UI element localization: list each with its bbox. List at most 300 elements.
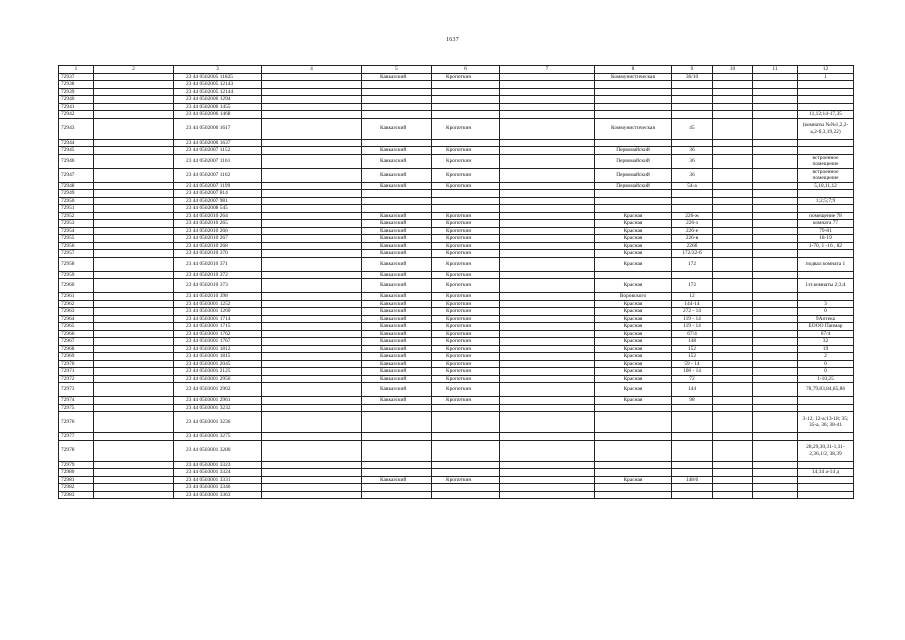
table-cell-col-2 xyxy=(94,279,174,293)
column-header-9: 9 xyxy=(672,66,713,74)
table-cell-col-10 xyxy=(713,433,753,441)
column-header-5: 5 xyxy=(362,66,432,74)
table-cell-col-7 xyxy=(500,345,595,353)
table-cell-col-6 xyxy=(432,433,500,441)
table-cell-col-4 xyxy=(262,315,362,323)
table-cell-col-10 xyxy=(713,168,753,182)
table-cell-col-4 xyxy=(262,220,362,228)
table-cell-col-2 xyxy=(94,433,174,441)
table-cell-col-2 xyxy=(94,257,174,271)
table-cell-col-12: подвал комната 1 xyxy=(798,257,854,271)
table-cell-col-9: 98 xyxy=(672,397,713,405)
table-cell-col-6: Кропоткин xyxy=(432,397,500,405)
table-cell-col-9: 226-в xyxy=(672,235,713,243)
table-cell-col-2 xyxy=(94,73,174,81)
table-cell-col-3: 23 44 0503001 3346 xyxy=(174,484,262,492)
table-cell-col-6 xyxy=(432,440,500,461)
table-row xyxy=(59,73,854,81)
table-row xyxy=(59,353,854,361)
table-cell-col-5: Кавказский xyxy=(362,330,432,338)
table-row xyxy=(59,412,854,433)
table-cell-col-2 xyxy=(94,271,174,279)
table-row xyxy=(59,197,854,205)
table-cell-col-11 xyxy=(753,103,798,111)
table-cell-col-10 xyxy=(713,491,753,499)
table-cell-col-6 xyxy=(432,111,500,119)
table-cell-col-2 xyxy=(94,404,174,412)
table-cell-col-11 xyxy=(753,383,798,397)
table-cell-col-2 xyxy=(94,491,174,499)
table-cell-col-10 xyxy=(713,469,753,477)
table-cell-col-9 xyxy=(672,190,713,198)
table-row xyxy=(59,81,854,89)
table-cell-col-2 xyxy=(94,111,174,119)
table-cell-col-1: 72956 xyxy=(59,242,94,250)
table-cell-col-2 xyxy=(94,315,174,323)
table-cell-col-9: 36 xyxy=(672,147,713,155)
table-cell-col-2 xyxy=(94,293,174,301)
column-header-12: 12 xyxy=(798,66,854,74)
table-cell-col-5 xyxy=(362,491,432,499)
table-cell-col-1: 72943 xyxy=(59,118,94,139)
table-cell-col-9: 72 xyxy=(672,375,713,383)
table-cell-col-9 xyxy=(672,103,713,111)
table-row xyxy=(59,345,854,353)
table-cell-col-1: 72982 xyxy=(59,484,94,492)
table-cell-col-4 xyxy=(262,212,362,220)
table-cell-col-11 xyxy=(753,182,798,190)
table-cell-col-4 xyxy=(262,103,362,111)
table-cell-col-1: 72959 xyxy=(59,271,94,279)
table-cell-col-9: 148/6 xyxy=(672,476,713,484)
table-cell-col-12: 28,29,30,31-1,31-2,36,1/2, 38,39 xyxy=(798,440,854,461)
table-cell-col-7 xyxy=(500,315,595,323)
table-cell-col-12: (комнаты №№1,2,2-а,2-б,3,19,22) xyxy=(798,118,854,139)
table-cell-col-9: 152 xyxy=(672,353,713,361)
table-cell-col-11 xyxy=(753,360,798,368)
column-header-11: 11 xyxy=(753,66,798,74)
table-cell-col-1: 72972 xyxy=(59,375,94,383)
table-cell-col-8: Красная xyxy=(595,345,672,353)
table-cell-col-2 xyxy=(94,345,174,353)
table-cell-col-10 xyxy=(713,111,753,119)
table-cell-col-9 xyxy=(672,469,713,477)
table-cell-col-9 xyxy=(672,440,713,461)
table-cell-col-11 xyxy=(753,440,798,461)
table-cell-col-9 xyxy=(672,81,713,89)
table-cell-col-4 xyxy=(262,111,362,119)
table-cell-col-4 xyxy=(262,397,362,405)
table-row xyxy=(59,212,854,220)
table-cell-col-5 xyxy=(362,469,432,477)
table-cell-col-9: 144 xyxy=(672,383,713,397)
table-cell-col-4 xyxy=(262,491,362,499)
table-cell-col-5: Кавказский xyxy=(362,235,432,243)
table-cell-col-5 xyxy=(362,484,432,492)
table-cell-col-10 xyxy=(713,404,753,412)
table-row xyxy=(59,440,854,461)
table-cell-col-9: 172 xyxy=(672,279,713,293)
table-cell-col-1: 72968 xyxy=(59,345,94,353)
table-cell-col-4 xyxy=(262,338,362,346)
table-cell-col-4 xyxy=(262,118,362,139)
table-cell-col-7 xyxy=(500,440,595,461)
table-cell-col-5: Кавказский xyxy=(362,323,432,331)
table-cell-col-4 xyxy=(262,279,362,293)
table-cell-col-6 xyxy=(432,412,500,433)
table-cell-col-6: Кропоткин xyxy=(432,118,500,139)
registry-table xyxy=(58,65,854,499)
table-cell-col-3: 23 44 0502007 1199 xyxy=(174,182,262,190)
table-cell-col-10 xyxy=(713,323,753,331)
table-cell-col-2 xyxy=(94,375,174,383)
table-row xyxy=(59,257,854,271)
table-cell-col-7 xyxy=(500,397,595,405)
table-cell-col-6: Кропоткин xyxy=(432,315,500,323)
table-cell-col-2 xyxy=(94,81,174,89)
table-cell-col-12: 19 xyxy=(798,345,854,353)
table-cell-col-7 xyxy=(500,197,595,205)
table-cell-col-3: 23 44 0502007 981 xyxy=(174,197,262,205)
table-cell-col-11 xyxy=(753,404,798,412)
table-cell-col-3: 23 44 0502006 1294 xyxy=(174,96,262,104)
table-cell-col-3: 23 44 0502010 268 xyxy=(174,242,262,250)
table-cell-col-11 xyxy=(753,73,798,81)
table-cell-col-6: Кропоткин xyxy=(432,279,500,293)
table-cell-col-5: Кавказский xyxy=(362,168,432,182)
table-cell-col-3: 23 44 0503001 3275 xyxy=(174,433,262,441)
table-cell-col-11 xyxy=(753,484,798,492)
table-cell-col-8: Красная xyxy=(595,279,672,293)
table-cell-col-8: Красная xyxy=(595,300,672,308)
table-cell-col-5 xyxy=(362,205,432,213)
table-cell-col-5: Кавказский xyxy=(362,147,432,155)
table-cell-col-9 xyxy=(672,412,713,433)
table-cell-col-4 xyxy=(262,81,362,89)
table-row xyxy=(59,484,854,492)
table-cell-col-1: 72937 xyxy=(59,73,94,81)
table-cell-col-11 xyxy=(753,308,798,316)
table-cell-col-12 xyxy=(798,433,854,441)
table-cell-col-1: 72948 xyxy=(59,182,94,190)
table-cell-col-10 xyxy=(713,139,753,147)
table-row xyxy=(59,182,854,190)
table-cell-col-11 xyxy=(753,345,798,353)
column-header-8: 8 xyxy=(595,66,672,74)
table-cell-col-6: Кропоткин xyxy=(432,383,500,397)
table-cell-col-8: Красная xyxy=(595,257,672,271)
table-cell-col-2 xyxy=(94,338,174,346)
table-cell-col-1: 72939 xyxy=(59,88,94,96)
table-cell-col-12: ЕООО Панмар xyxy=(798,323,854,331)
table-cell-col-4 xyxy=(262,412,362,433)
table-cell-col-6 xyxy=(432,491,500,499)
table-cell-col-7 xyxy=(500,168,595,182)
table-cell-col-4 xyxy=(262,323,362,331)
table-cell-col-10 xyxy=(713,147,753,155)
table-cell-col-10 xyxy=(713,118,753,139)
table-cell-col-7 xyxy=(500,118,595,139)
table-cell-col-5: Кавказский xyxy=(362,182,432,190)
table-cell-col-8: Красная xyxy=(595,235,672,243)
table-cell-col-1: 72945 xyxy=(59,147,94,155)
table-cell-col-11 xyxy=(753,300,798,308)
table-cell-col-9: 226-е xyxy=(672,227,713,235)
table-cell-col-2 xyxy=(94,353,174,361)
table-cell-col-3: 23 44 0503001 2956 xyxy=(174,375,262,383)
table-cell-col-7 xyxy=(500,190,595,198)
table-cell-col-1: 72955 xyxy=(59,235,94,243)
table-cell-col-4 xyxy=(262,345,362,353)
table-cell-col-3: 23 44 0502010 265 xyxy=(174,220,262,228)
table-cell-col-5 xyxy=(362,412,432,433)
table-cell-col-5 xyxy=(362,197,432,205)
table-cell-col-10 xyxy=(713,279,753,293)
table-cell-col-2 xyxy=(94,168,174,182)
table-cell-col-1: 72946 xyxy=(59,154,94,168)
table-cell-col-5: Кавказский xyxy=(362,353,432,361)
table-cell-col-6: Кропоткин xyxy=(432,227,500,235)
table-cell-col-12 xyxy=(798,404,854,412)
table-cell-col-2 xyxy=(94,154,174,168)
table-cell-col-4 xyxy=(262,182,362,190)
table-cell-col-2 xyxy=(94,360,174,368)
table-cell-col-6: Кропоткин xyxy=(432,168,500,182)
table-cell-col-7 xyxy=(500,182,595,190)
table-cell-col-12 xyxy=(798,81,854,89)
table-cell-col-5: Кавказский xyxy=(362,257,432,271)
table-cell-col-1: 72954 xyxy=(59,227,94,235)
table-cell-col-12: встроенное помещение xyxy=(798,154,854,168)
table-cell-col-6 xyxy=(432,205,500,213)
table-cell-col-7 xyxy=(500,111,595,119)
table-cell-col-6: Кропоткин xyxy=(432,323,500,331)
table-cell-col-7 xyxy=(500,433,595,441)
table-cell-col-3: 23 44 0502008 545 xyxy=(174,205,262,213)
table-cell-col-9: 226-ж xyxy=(672,212,713,220)
table-cell-col-5 xyxy=(362,404,432,412)
table-cell-col-8 xyxy=(595,491,672,499)
table-cell-col-4 xyxy=(262,353,362,361)
table-cell-col-1: 72969 xyxy=(59,353,94,361)
table-cell-col-5: Кавказский xyxy=(362,476,432,484)
table-cell-col-3: 23 44 0502010 370 xyxy=(174,250,262,258)
table-cell-col-6 xyxy=(432,469,500,477)
table-cell-col-9: 45 xyxy=(672,118,713,139)
table-cell-col-1: 72938 xyxy=(59,81,94,89)
table-cell-col-4 xyxy=(262,404,362,412)
table-cell-col-11 xyxy=(753,227,798,235)
table-cell-col-3: 23 44 0502010 398 xyxy=(174,293,262,301)
table-cell-col-5: Кавказский xyxy=(362,397,432,405)
table-cell-col-6: Кропоткин xyxy=(432,330,500,338)
table-cell-col-11 xyxy=(753,168,798,182)
table-cell-col-7 xyxy=(500,279,595,293)
table-cell-col-12 xyxy=(798,139,854,147)
table-cell-col-4 xyxy=(262,73,362,81)
table-row xyxy=(59,205,854,213)
table-cell-col-4 xyxy=(262,271,362,279)
table-cell-col-1: 72957 xyxy=(59,250,94,258)
table-cell-col-6 xyxy=(432,404,500,412)
table-cell-col-3: 23 44 0503001 1815 xyxy=(174,353,262,361)
table-cell-col-3: 23 44 0503001 3323 xyxy=(174,461,262,469)
table-cell-col-7 xyxy=(500,338,595,346)
table-row xyxy=(59,147,854,155)
table-cell-col-3: 23 44 0503001 2125 xyxy=(174,368,262,376)
table-cell-col-10 xyxy=(713,220,753,228)
table-cell-col-11 xyxy=(753,154,798,168)
table-row xyxy=(59,308,854,316)
table-cell-col-5 xyxy=(362,96,432,104)
table-cell-col-4 xyxy=(262,242,362,250)
table-cell-col-8: Красная xyxy=(595,242,672,250)
table-cell-col-2 xyxy=(94,182,174,190)
table-cell-col-1: 72963 xyxy=(59,308,94,316)
table-cell-col-2 xyxy=(94,235,174,243)
table-cell-col-8: Первомайский xyxy=(595,182,672,190)
table-cell-col-3: 23 44 0502010 371 xyxy=(174,257,262,271)
table-cell-col-10 xyxy=(713,242,753,250)
table-cell-col-8 xyxy=(595,88,672,96)
table-cell-col-8: Коммунистическая xyxy=(595,73,672,81)
table-row xyxy=(59,375,854,383)
table-cell-col-9 xyxy=(672,88,713,96)
table-cell-col-6 xyxy=(432,197,500,205)
table-cell-col-9: 148 xyxy=(672,338,713,346)
table-cell-col-7 xyxy=(500,300,595,308)
table-cell-col-12 xyxy=(798,96,854,104)
table-cell-col-10 xyxy=(713,360,753,368)
table-cell-col-6: Кропоткин xyxy=(432,220,500,228)
table-cell-col-8: Первомайский xyxy=(595,168,672,182)
table-cell-col-11 xyxy=(753,147,798,155)
table-cell-col-10 xyxy=(713,212,753,220)
table-cell-col-8 xyxy=(595,96,672,104)
table-cell-col-5: Кавказский xyxy=(362,154,432,168)
table-cell-col-3: 23 44 0502005 11825 xyxy=(174,73,262,81)
table-cell-col-10 xyxy=(713,440,753,461)
table-cell-col-4 xyxy=(262,484,362,492)
table-cell-col-11 xyxy=(753,476,798,484)
table-cell-col-2 xyxy=(94,197,174,205)
table-cell-col-12: 1эт.комнаты 2;3;4 xyxy=(798,279,854,293)
table-cell-col-4 xyxy=(262,250,362,258)
table-cell-col-3: 23 44 0502010 373 xyxy=(174,279,262,293)
table-cell-col-11 xyxy=(753,330,798,338)
table-cell-col-8: Воровского xyxy=(595,293,672,301)
table-cell-col-4 xyxy=(262,300,362,308)
table-cell-col-10 xyxy=(713,227,753,235)
table-cell-col-8: Красная xyxy=(595,330,672,338)
table-cell-col-7 xyxy=(500,383,595,397)
table-cell-col-1: 72941 xyxy=(59,103,94,111)
table-cell-col-9 xyxy=(672,205,713,213)
table-cell-col-8 xyxy=(595,440,672,461)
table-cell-col-8 xyxy=(595,404,672,412)
table-cell-col-11 xyxy=(753,412,798,433)
table-row xyxy=(59,300,854,308)
table-cell-col-1: 72976 xyxy=(59,412,94,433)
table-cell-col-11 xyxy=(753,242,798,250)
table-cell-col-9: 67/4 xyxy=(672,330,713,338)
table-cell-col-12 xyxy=(798,250,854,258)
table-cell-col-6 xyxy=(432,103,500,111)
table-cell-col-10 xyxy=(713,205,753,213)
table-cell-col-11 xyxy=(753,323,798,331)
table-cell-col-5 xyxy=(362,88,432,96)
table-cell-col-11 xyxy=(753,257,798,271)
table-cell-col-5 xyxy=(362,190,432,198)
table-cell-col-2 xyxy=(94,476,174,484)
table-cell-col-6: Кропоткин xyxy=(432,368,500,376)
table-cell-col-4 xyxy=(262,205,362,213)
table-cell-col-8: Красная xyxy=(595,212,672,220)
table-cell-col-5: Кавказский xyxy=(362,271,432,279)
table-row xyxy=(59,103,854,111)
table-cell-col-6: Кропоткин xyxy=(432,182,500,190)
table-cell-col-9 xyxy=(672,271,713,279)
table-cell-col-5: Кавказский xyxy=(362,360,432,368)
table-cell-col-10 xyxy=(713,476,753,484)
table-cell-col-8 xyxy=(595,205,672,213)
table-cell-col-3: 23 44 0503001 3280 xyxy=(174,440,262,461)
table-cell-col-10 xyxy=(713,182,753,190)
table-cell-col-8 xyxy=(595,484,672,492)
table-cell-col-4 xyxy=(262,197,362,205)
table-cell-col-1: 72979 xyxy=(59,461,94,469)
table-cell-col-4 xyxy=(262,147,362,155)
table-cell-col-3: 23 44 0502006 1455 xyxy=(174,103,262,111)
table-cell-col-1: 72952 xyxy=(59,212,94,220)
table-cell-col-1: 72964 xyxy=(59,315,94,323)
table-cell-col-3: 23 44 0503001 1714 xyxy=(174,315,262,323)
table-cell-col-4 xyxy=(262,168,362,182)
table-cell-col-9: 54-а xyxy=(672,182,713,190)
table-cell-col-9 xyxy=(672,484,713,492)
table-cell-col-11 xyxy=(753,375,798,383)
table-cell-col-6: Кропоткин xyxy=(432,154,500,168)
table-cell-col-5 xyxy=(362,139,432,147)
table-cell-col-4 xyxy=(262,440,362,461)
table-cell-col-3: 23 44 0502006 1637 xyxy=(174,139,262,147)
table-cell-col-11 xyxy=(753,197,798,205)
table-cell-col-8: Первомайский xyxy=(595,154,672,168)
table-cell-col-1: 72949 xyxy=(59,190,94,198)
table-cell-col-12: 0 xyxy=(798,360,854,368)
table-cell-col-9: 108 - 14 xyxy=(672,368,713,376)
table-cell-col-10 xyxy=(713,484,753,492)
table-row xyxy=(59,96,854,104)
table-cell-col-8: Красная xyxy=(595,338,672,346)
table-row xyxy=(59,461,854,469)
table-cell-col-2 xyxy=(94,139,174,147)
table-cell-col-8: Красная xyxy=(595,220,672,228)
table-cell-col-11 xyxy=(753,250,798,258)
table-cell-col-7 xyxy=(500,353,595,361)
table-row xyxy=(59,250,854,258)
table-cell-col-1: 72960 xyxy=(59,279,94,293)
table-cell-col-7 xyxy=(500,293,595,301)
table-cell-col-1: 72971 xyxy=(59,368,94,376)
table-row xyxy=(59,323,854,331)
table-cell-col-6: Кропоткин xyxy=(432,360,500,368)
table-cell-col-1: 72940 xyxy=(59,96,94,104)
table-cell-col-2 xyxy=(94,103,174,111)
table-cell-col-10 xyxy=(713,383,753,397)
table-cell-col-9: 36/10 xyxy=(672,73,713,81)
table-cell-col-1: 72983 xyxy=(59,491,94,499)
